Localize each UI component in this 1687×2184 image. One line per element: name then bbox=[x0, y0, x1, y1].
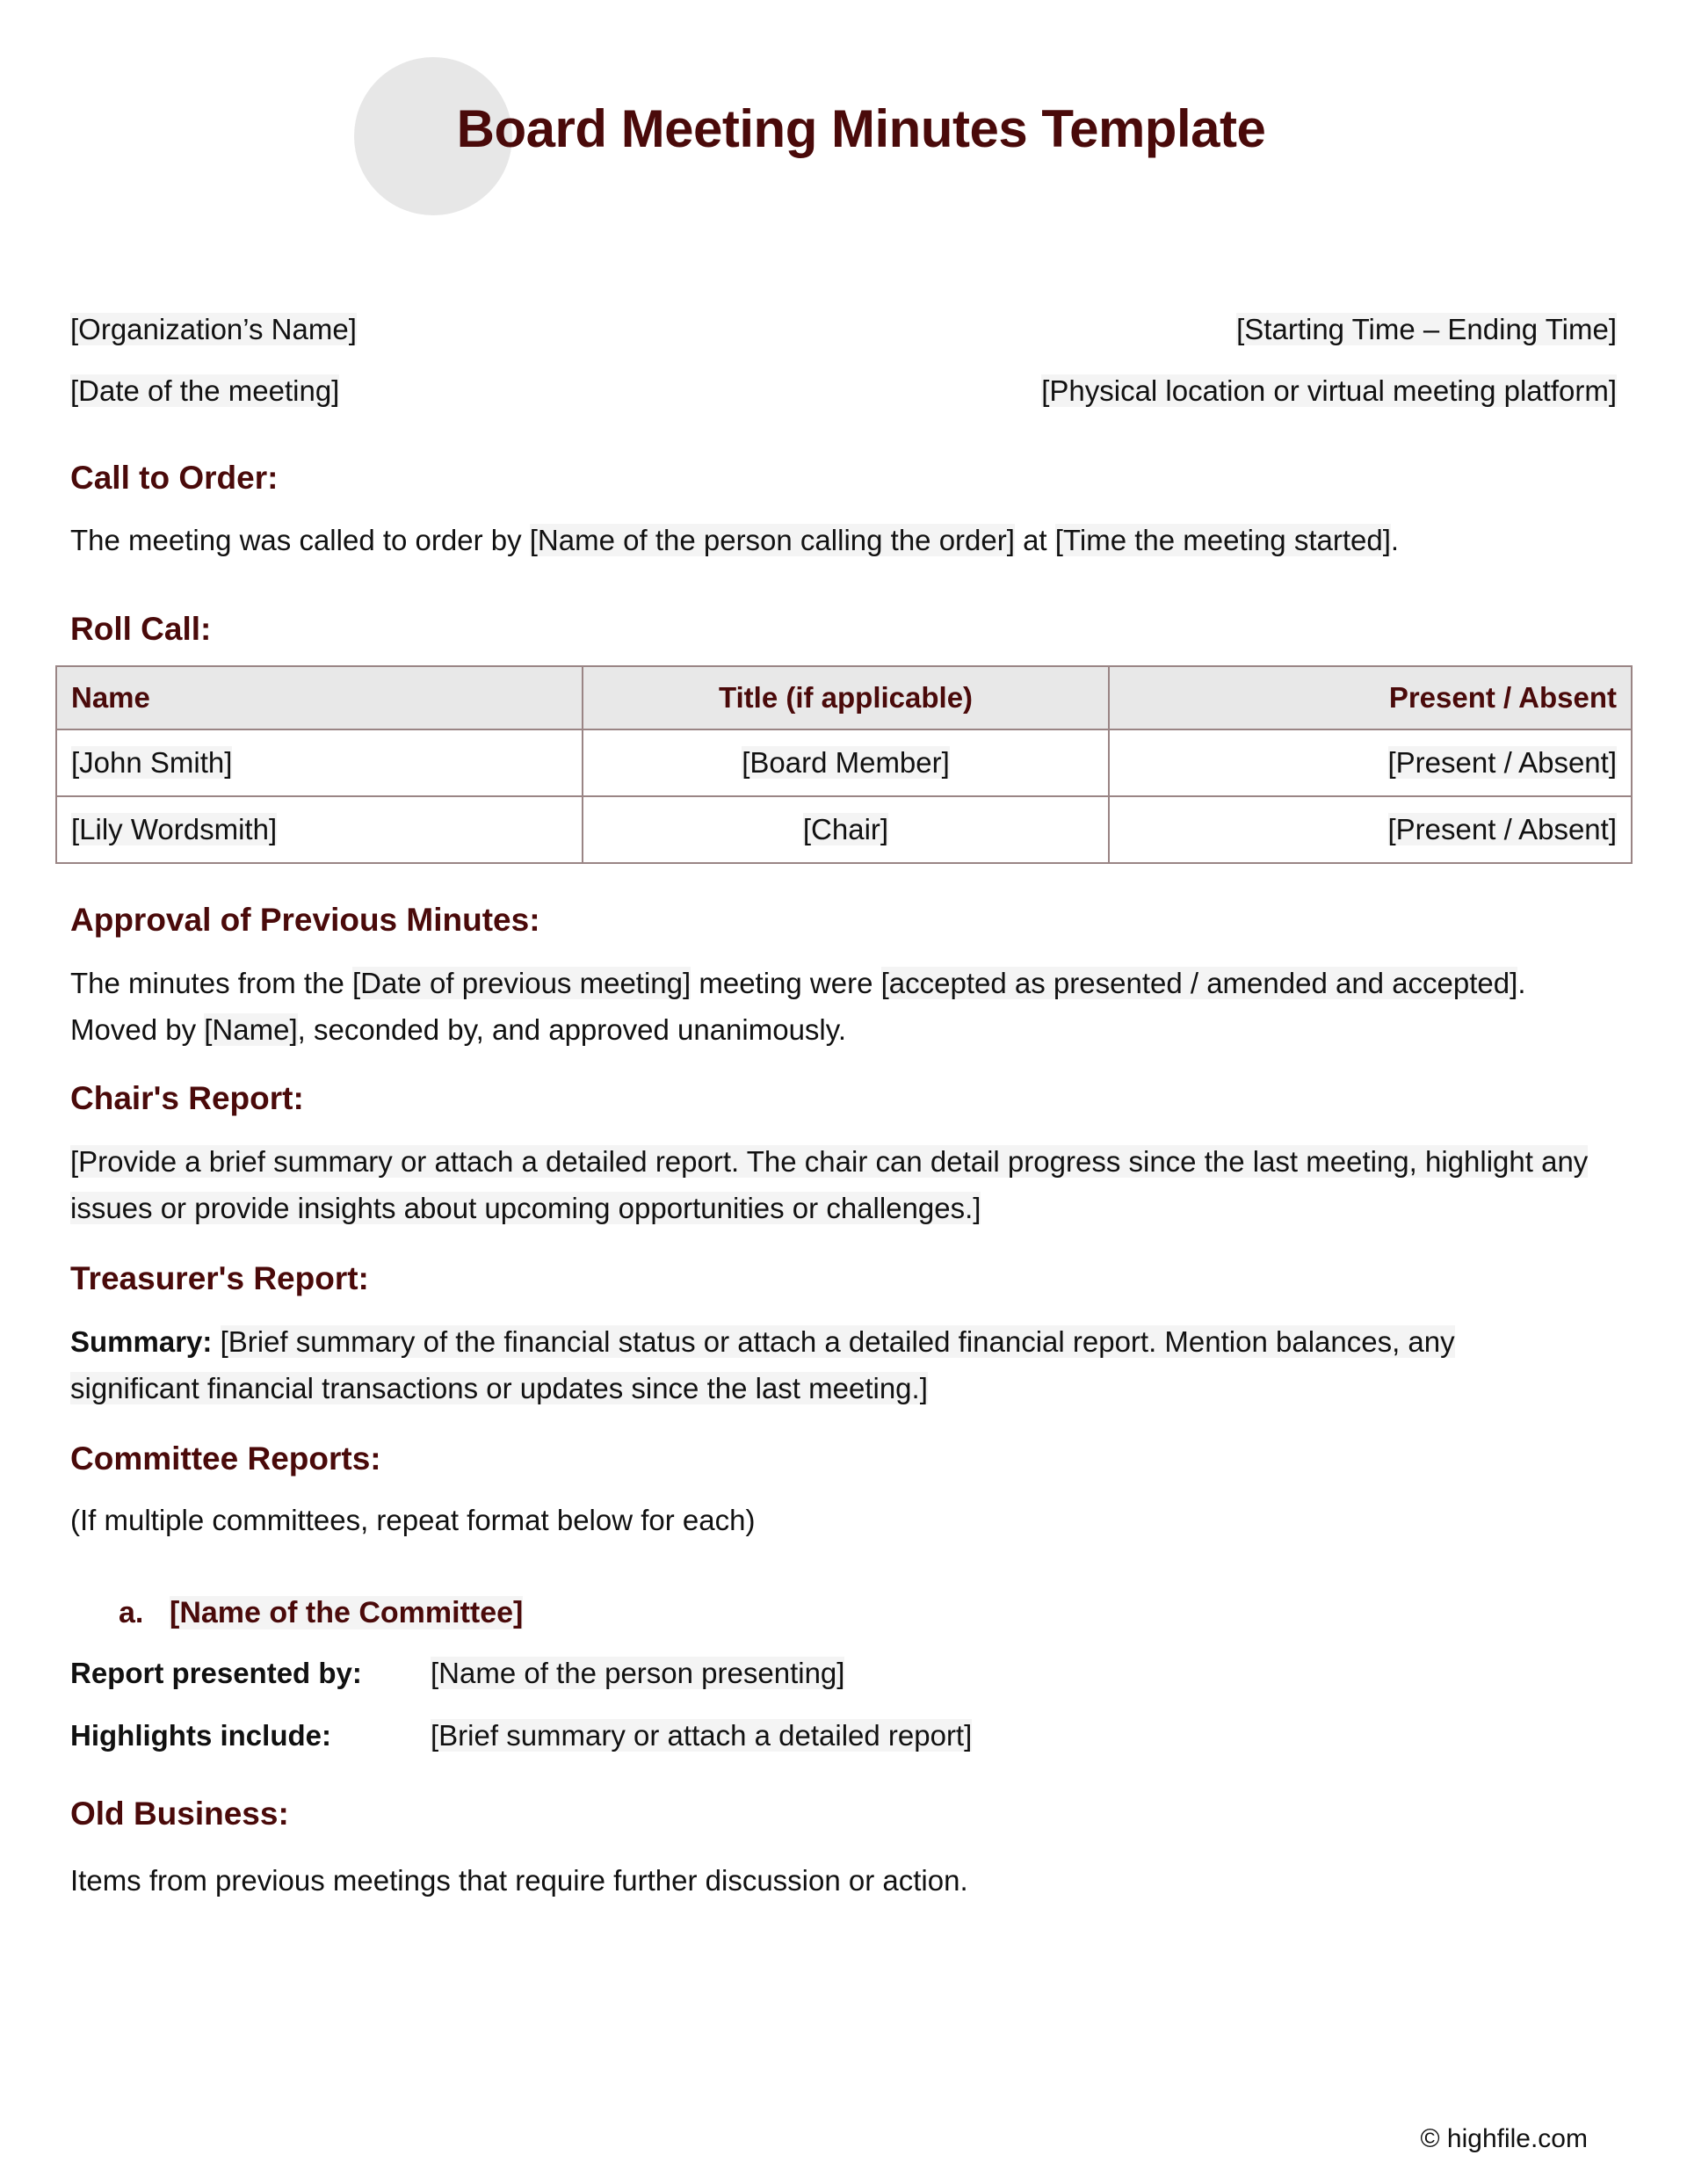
meeting-date-text: [Date of the meeting] bbox=[70, 374, 340, 407]
placeholder-presenter-name: [Name of the person presenting] bbox=[431, 1657, 845, 1689]
cell-text: [Present / Absent] bbox=[1387, 813, 1617, 845]
table-row bbox=[56, 796, 1632, 863]
old-business-text: Items from previous meetings that require further discussion or action. bbox=[70, 1864, 968, 1897]
page-title: Board Meeting Minutes Template bbox=[456, 99, 1266, 158]
placeholder-mover-name: [Name] bbox=[204, 1013, 298, 1046]
text: The minutes from the bbox=[70, 967, 352, 999]
cell-name bbox=[56, 796, 583, 863]
heading-approval-previous-minutes: Approval of Previous Minutes: bbox=[70, 902, 540, 938]
table-row bbox=[56, 729, 1632, 796]
approval-paragraph bbox=[70, 960, 1634, 1053]
heading-treasurers-report: Treasurer's Report: bbox=[70, 1260, 369, 1296]
meeting-location bbox=[1041, 374, 1617, 409]
heading-old-business: Old Business: bbox=[70, 1796, 289, 1832]
heading-roll-call: Roll Call: bbox=[70, 611, 212, 647]
placeholder-previous-date: [Date of previous meeting] bbox=[351, 967, 691, 999]
cell-text: [Chair] bbox=[802, 813, 889, 845]
chairs-report-paragraph bbox=[70, 1138, 1625, 1231]
table-header-row bbox=[56, 666, 1632, 729]
cell-attendance bbox=[1109, 729, 1632, 796]
placeholder-treasurer-summary: [Brief summary of the financial status or attach a detailed financial report. Mention balances, any significant financial transactions or updates since the last meeting.] bbox=[70, 1325, 1455, 1404]
text: meeting were bbox=[691, 967, 881, 999]
cell-text: [Board Member] bbox=[742, 746, 950, 779]
roll-call-table bbox=[55, 665, 1633, 864]
text: . bbox=[1517, 967, 1526, 999]
placeholder-start-time: [Time the meeting started] bbox=[1054, 524, 1391, 556]
cell-attendance bbox=[1109, 796, 1632, 863]
report-presented-by-row bbox=[70, 1654, 844, 1693]
cell-text: [Lily Wordsmith] bbox=[71, 813, 278, 845]
footer-copyright: © highfile.com bbox=[1420, 2124, 1588, 2153]
committee-list-item bbox=[119, 1593, 523, 1632]
summary-label: Summary: bbox=[70, 1325, 213, 1358]
organization-name-text: [Organization’s Name] bbox=[70, 313, 357, 345]
organization-name bbox=[70, 312, 357, 347]
call-to-order-paragraph bbox=[70, 517, 1634, 563]
meeting-time-range-text: [Starting Time – Ending Time] bbox=[1236, 313, 1617, 345]
heading-call-to-order: Call to Order: bbox=[70, 460, 279, 496]
text: at bbox=[1014, 524, 1055, 556]
meeting-time-range bbox=[1236, 312, 1617, 347]
treasurers-report-paragraph bbox=[70, 1318, 1582, 1411]
highlights-row bbox=[70, 1716, 972, 1755]
column-header-name: Name bbox=[56, 666, 583, 729]
text: . bbox=[1390, 524, 1400, 556]
column-header-attendance: Present / Absent bbox=[1109, 666, 1632, 729]
list-marker: a. bbox=[119, 1596, 144, 1629]
placeholder-approval-status: [accepted as presented / amended and accepted] bbox=[880, 967, 1518, 999]
placeholder-highlights: [Brief summary or attach a detailed report] bbox=[431, 1719, 973, 1752]
text: The meeting was called to order by bbox=[70, 524, 530, 556]
meeting-date bbox=[70, 374, 339, 409]
cell-name bbox=[56, 729, 583, 796]
highlights-label: Highlights include: bbox=[70, 1719, 331, 1752]
heading-chairs-report: Chair's Report: bbox=[70, 1080, 304, 1116]
placeholder-committee-name: [Name of the Committee] bbox=[170, 1596, 524, 1629]
cell-text: [John Smith] bbox=[71, 746, 233, 779]
report-presented-by-label: Report presented by: bbox=[70, 1657, 362, 1689]
cell-text: [Present / Absent] bbox=[1387, 746, 1617, 779]
heading-committee-reports: Committee Reports: bbox=[70, 1440, 381, 1477]
text: , seconded by, and approved unanimously. bbox=[297, 1013, 846, 1046]
placeholder-caller-name: [Name of the person calling the order] bbox=[529, 524, 1015, 556]
cell-title bbox=[583, 729, 1109, 796]
text: Moved by bbox=[70, 1013, 205, 1046]
cell-title bbox=[583, 796, 1109, 863]
meeting-location-text: [Physical location or virtual meeting platform] bbox=[1041, 374, 1617, 407]
placeholder-chairs-report: [Provide a brief summary or attach a detailed report. The chair can detail progress since the last meeting, highlight any issues or provide insights about upcoming opportunities or challenges.] bbox=[70, 1145, 1589, 1224]
column-header-title: Title (if applicable) bbox=[583, 666, 1109, 729]
committee-reports-note: (If multiple committees, repeat format below for each) bbox=[70, 1504, 756, 1536]
